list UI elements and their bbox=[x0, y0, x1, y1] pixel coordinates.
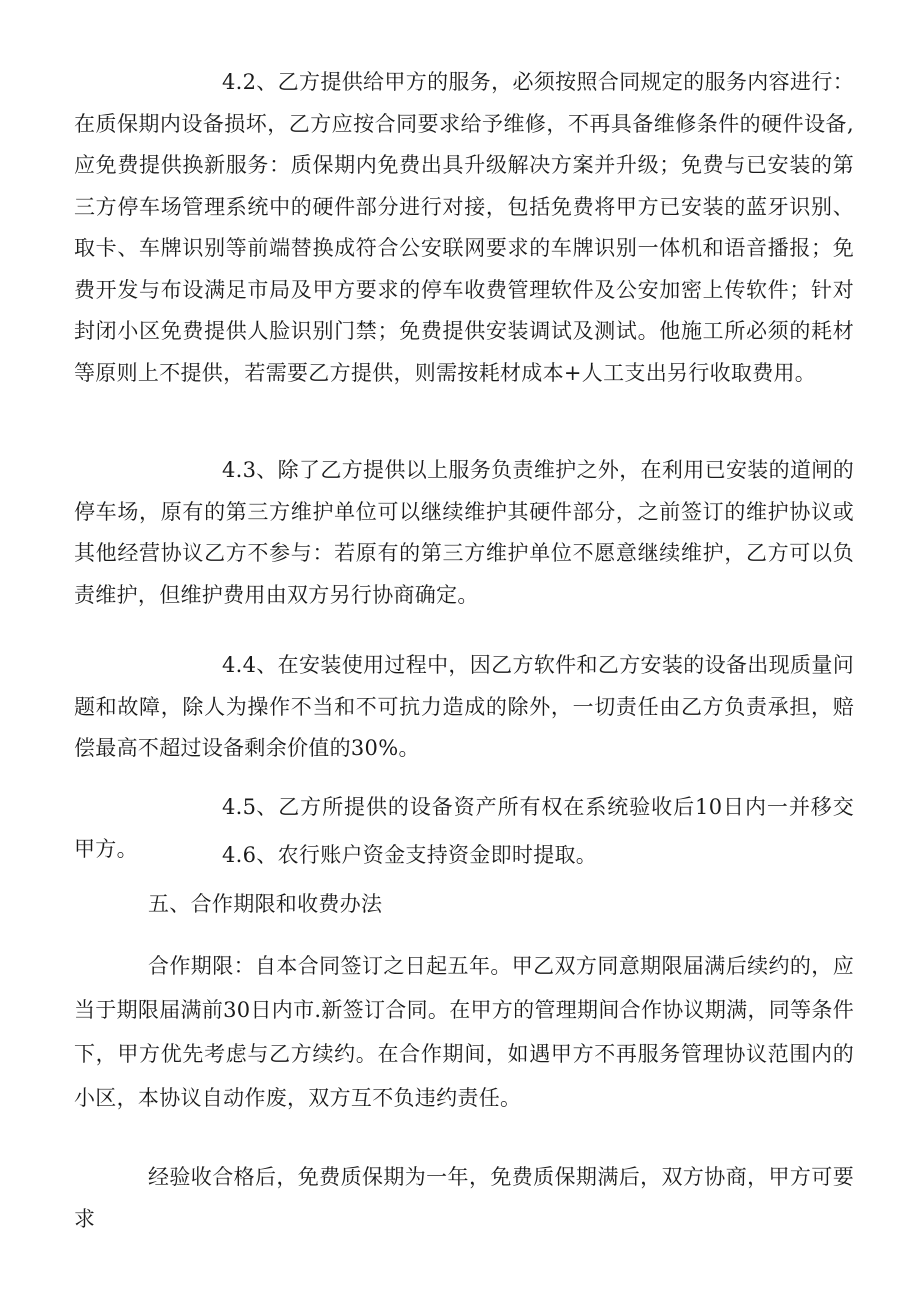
clause-4-2 bbox=[74, 62, 854, 394]
section-heading: 五、合作期限和收费办法 bbox=[148, 892, 383, 916]
clause-text: 乙方所提供的设备资产所有权在系统验收后10日内一并移交甲方。 bbox=[74, 795, 854, 861]
clause-text: 农行账户资金支持资金即时提取。 bbox=[277, 843, 598, 867]
clause-number: 4.4、 bbox=[222, 653, 278, 677]
clause-number: 4.3、 bbox=[222, 458, 278, 482]
clause-number: 4.6、 bbox=[222, 843, 278, 867]
clause-text: 在安装使用过程中，因乙方软件和乙方安装的设备出现质量问题和故障，除人为操作不当和不可抗力造成的除外，一切责任由乙方负责承担，赔偿最高不超过设备剩余价值的30%。 bbox=[74, 653, 854, 760]
cooperation-term-paragraph: 合作期限：自本合同签订之日起五年。甲乙双方同意期限届满后续约的，应当于期限届满前30日内市.新签订合同。在甲方的管理期间合作协议期满，同等条件下，甲方优先考虑与乙方续约。在合作期间，如遇甲方不再服务管理协议范围内的小区，本协议自动作废，双方互不负违约责任。 bbox=[74, 954, 854, 1110]
clause-4-4 bbox=[74, 645, 854, 770]
clause-text: 除了乙方提供以上服务负责维护之外，在利用已安装的道闸的停车场，原有的第三方维护单位可以继续维护其硬件部分，之前签订的维护协议或其他经营协议乙方不参与：若原有的第三方维护单位不愿意继续维护，乙方可以负责维护，但维护费用由双方另行协商确定。 bbox=[74, 458, 854, 607]
clause-4-3 bbox=[74, 450, 854, 616]
clause-number: 4.2、 bbox=[222, 70, 278, 94]
clause-4-6 bbox=[74, 835, 854, 877]
clause-number: 4.5、 bbox=[222, 795, 278, 819]
clause-text: 乙方提供给甲方的服务，必须按照合同规定的服务内容进行：在质保期内设备损坏，乙方应按合同要求给予维修，不再具备维修条件的硬件设备,应免费提供换新服务：质保期内免费出具升级解决方案并升级；免费与已安装的第三方停车场管理系统中的硬件部分进行对接，包括免费将甲方已安装的蓝牙识别、取卡、车牌识别等前端替换成符合公安联网要求的车牌识别一体机和语音播报；免费开发与布设满足市局及甲方要求的停车收费管理软件及公安加密上传软件；针对封闭小区免费提供人脸识别门禁；免费提供安装调试及测试。他施工所必须的耗材等原则上不提供，若需要乙方提供，则需按耗材成本+人工支出另行收取费用。 bbox=[74, 70, 854, 385]
warranty-paragraph: 经验收合格后，免费质保期为一年，免费质保期满后，双方协商，甲方可要求 bbox=[74, 1165, 854, 1231]
